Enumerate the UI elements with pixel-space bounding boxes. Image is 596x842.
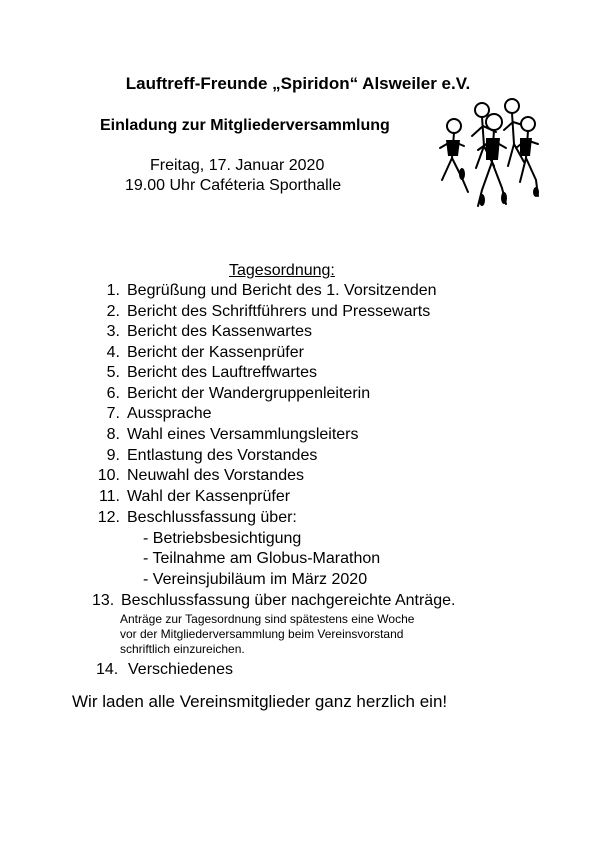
agenda-item-number: 3. bbox=[106, 323, 120, 340]
agenda-item-text: Bericht der Wandergruppenleiterin bbox=[127, 385, 371, 402]
agenda-item-text: Bericht des Lauftreffwartes bbox=[127, 364, 318, 381]
agenda-item-text: Wahl der Kassenprüfer bbox=[127, 488, 291, 505]
agenda-item-number: 7. bbox=[106, 405, 120, 422]
club-name: Lauftreff-Freunde „Spiridon“ Alsweiler e.V. bbox=[125, 74, 471, 93]
agenda-item-number: 11. bbox=[98, 488, 120, 505]
agenda-item-number: 9. bbox=[106, 447, 120, 464]
agenda-item-number: 12. bbox=[97, 509, 120, 526]
agenda-item-number: 2. bbox=[106, 303, 120, 320]
agenda-note-line: Anträge zur Tagesordnung sind spätestens eine Woche bbox=[120, 612, 415, 626]
meeting-date: Freitag, 17. Januar 2020 bbox=[150, 157, 325, 174]
agenda-item-text: Entlastung des Vorstandes bbox=[127, 447, 318, 464]
agenda-item-number: 14. bbox=[96, 661, 119, 678]
agenda-item-text: Bericht des Kassenwartes bbox=[127, 323, 312, 340]
agenda-title: Tagesordnung: bbox=[229, 262, 335, 279]
closing-text: Wir laden alle Vereinsmitglieder ganz herzlich ein! bbox=[72, 692, 448, 711]
agenda-item-number: 5. bbox=[106, 364, 120, 381]
agenda-sub-item: - Betriebsbesichtigung bbox=[143, 530, 302, 547]
runners-group-illustration bbox=[432, 96, 544, 216]
agenda-sub-item: - Vereinsjubiläum im März 2020 bbox=[143, 571, 368, 588]
agenda-item-text: Wahl eines Versammlungsleiters bbox=[127, 426, 359, 443]
agenda-item-number: 8. bbox=[106, 426, 120, 443]
agenda-item-number: 13. bbox=[92, 592, 115, 609]
agenda-item-text: Bericht des Schriftführers und Pressewarts bbox=[127, 303, 431, 320]
agenda-item-text: Beschlussfassung über: bbox=[127, 509, 297, 526]
agenda-item-text: Beschlussfassung über nachgereichte Anträge. bbox=[121, 592, 456, 609]
agenda-item-text: Neuwahl des Vorstandes bbox=[127, 467, 304, 484]
agenda-sub-item: - Teilnahme am Globus-Marathon bbox=[143, 550, 381, 567]
agenda-item-number: 4. bbox=[106, 344, 120, 361]
invitation-heading: Einladung zur Mitgliederversammlung bbox=[100, 117, 390, 134]
agenda-item-text: Bericht der Kassenprüfer bbox=[127, 344, 304, 361]
agenda-item-text: Aussprache bbox=[127, 405, 212, 422]
agenda-item-number: 6. bbox=[106, 385, 120, 402]
agenda-item-number: 10. bbox=[97, 467, 120, 484]
agenda-item-number: 1. bbox=[106, 282, 120, 299]
agenda-item-text: Verschiedenes bbox=[128, 661, 233, 678]
agenda-note-line: vor der Mitgliederversammlung beim Vereinsvorstand bbox=[120, 627, 404, 641]
agenda-note-line: schriftlich einzureichen. bbox=[120, 642, 245, 656]
agenda-item-text: Begrüßung und Bericht des 1. Vorsitzenden bbox=[127, 282, 437, 299]
meeting-time-location: 19.00 Uhr Caféteria Sporthalle bbox=[125, 177, 342, 194]
